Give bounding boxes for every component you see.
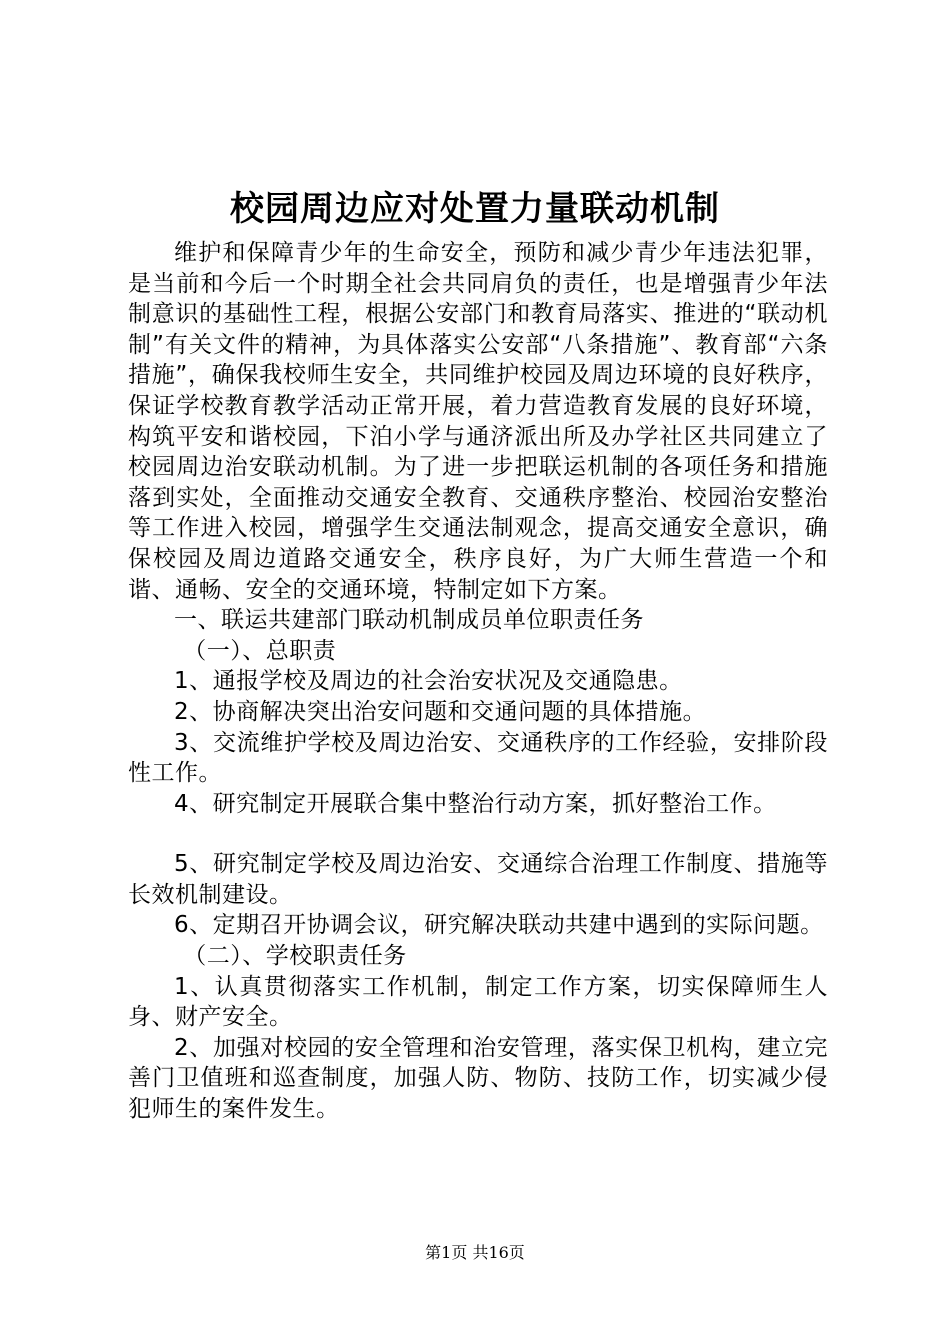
list-item: 5、研究制定学校及周边治安、交通综合治理工作制度、措施等长效机制建设。 bbox=[128, 851, 828, 908]
paragraph-intro: 维护和保障青少年的生命安全，预防和减少青少年违法犯罪，是当前和今后一个时期全社会共同肩负的责任，也是增强青少年法制意识的基础性工程，根据公安部门和教育局落实、推进的“联动机制”有关文件的精神，为具体落实公安部“八条措施”、教育部“六条措施”，确保我校师生安全，共同维护校园及周边环境的良好秩序，保证学校教育教学活动正常开展，着力营造教育发展的良好环境，构筑平安和谐校园，下泊小学与通济派出所及办学社区共同建立了校园周边治安联动机制。为了进一步把联运机制的各项任务和措施落到实处，全面推动交通安全教育、交通秩序整治、校园治安整治等工作进入校园，增强学生交通法制观念，提高交通安全意识，确保校园及周边道路交通安全，秩序良好，为广大师生营造一个和谐、通畅、安全的交通环境，特制定如下方案。 bbox=[128, 240, 828, 603]
document-title: 校园周边应对处置力量联动机制 bbox=[230, 189, 720, 229]
list-item: 6、定期召开协调会议，研究解决联动共建中遇到的实际问题。 bbox=[174, 912, 824, 939]
list-item: 4、研究制定开展联合集中整治行动方案，抓好整治工作。 bbox=[174, 790, 777, 817]
list-item: 1、认真贯彻落实工作机制，制定工作方案，切实保障师生人身、财产安全。 bbox=[128, 973, 828, 1031]
list-item: 3、交流维护学校及周边治安、交通秩序的工作经验，安排阶段性工作。 bbox=[128, 729, 828, 787]
heading-subsection-2: （二）、学校职责任务 bbox=[183, 943, 407, 970]
heading-subsection-1: （一）、总职责 bbox=[183, 637, 337, 664]
blank-line bbox=[128, 819, 828, 849]
list-item: 2、协商解决突出治安问题和交通问题的具体措施。 bbox=[174, 698, 707, 725]
page-footer: 第1页 共16页 bbox=[425, 1243, 525, 1262]
list-item: 1、通报学校及周边的社会治安状况及交通隐患。 bbox=[174, 668, 683, 695]
heading-section-1: 一、联运共建部门联动机制成员单位职责任务 bbox=[174, 607, 644, 634]
list-item: 2、加强对校园的安全管理和治安管理，落实保卫机构，建立完善门卫值班和巡查制度，加强人防、物防、技防工作，切实减少侵犯师生的案件发生。 bbox=[128, 1034, 828, 1123]
document-body bbox=[128, 238, 828, 1125]
